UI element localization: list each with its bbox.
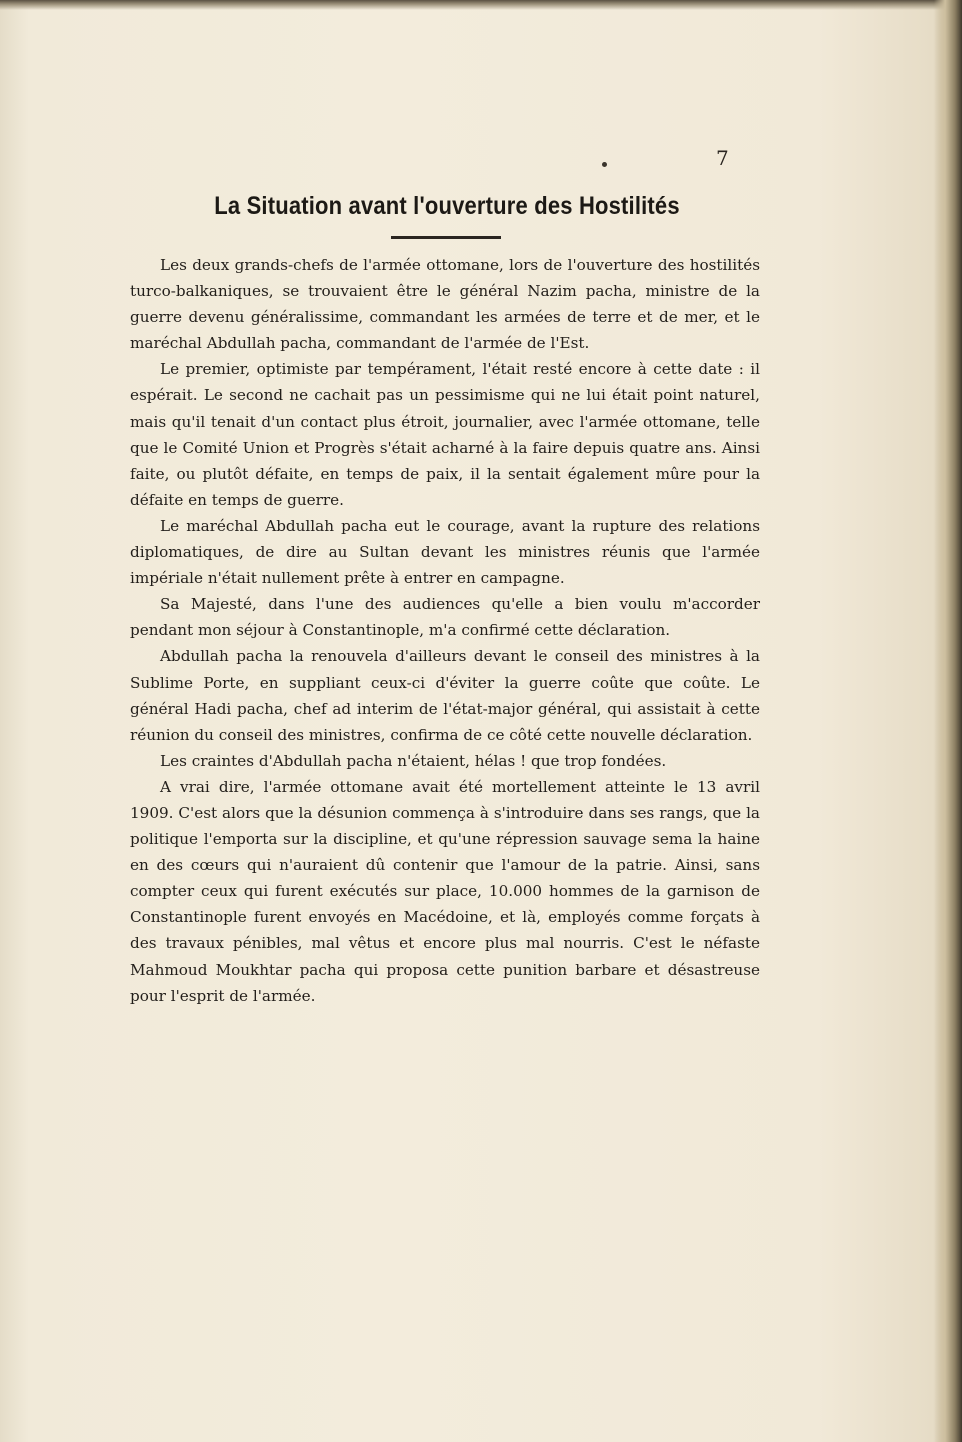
paragraph: Les deux grands-chefs de l'armée ottomane, lors de l'ouverture des hostilités turco-balkaniques, se trouvaient être le général Nazim pacha, ministre de la guerre devenu généralissime, commandant les armées de terre et de mer, et le maréchal Abdullah pacha, commandant de l'armée de l'Est.: [130, 256, 760, 353]
page-number: 7: [716, 146, 729, 170]
body-text: [130, 252, 760, 1009]
paragraph: Le maréchal Abdullah pacha eut le courage, avant la rupture des relations diplomatiques, de dire au Sultan devant les ministres réunis que l'armée impériale n'était nullement prête à entrer en campagne.: [130, 516, 760, 588]
chapter-title: La Situation avant l'ouverture des Hostilités: [214, 192, 680, 220]
book-spine-edge: [934, 0, 962, 1442]
ink-dot: [602, 162, 607, 167]
paragraph: Sa Majesté, dans l'une des audiences qu'elle a bien voulu m'accorder pendant mon séjour à Constantinople, m'a confirmé cette déclaration.: [130, 595, 760, 640]
paragraph: A vrai dire, l'armée ottomane avait été mortellement atteinte le 13 avril 1909. C'est alors que la désunion commença à s'introduire dans ses rangs, que la politique l'emporta sur la discipline, et qu'une répression sauvage sema la haine en des cœurs qui n'auraient dû contenir que l'amour de la patrie. Ainsi, sans compter ceux qui furent exécutés sur place, 10.000 hommes de la garnison de Constantinople furent envoyés en Macédoine, et là, employés comme forçats à des travaux pénibles, mal vêtus et encore plus mal nourris. C'est le néfaste Mahmoud Moukhtar pacha qui proposa cette punition barbare et désastreuse pour l'esprit de l'armée.: [130, 777, 760, 1005]
paragraph: Abdullah pacha la renouvela d'ailleurs devant le conseil des ministres à la Sublime Porte, en suppliant ceux-ci d'éviter la guerre coûte que coûte. Le général Hadi pacha, chef ad interim de l'état-major général, qui assistait à cette réunion du conseil des ministres, confirma de ce côté cette nouvelle déclaration.: [130, 647, 760, 744]
paragraph: Les craintes d'Abdullah pacha n'étaient, hélas ! que trop fondées.: [160, 751, 667, 770]
page-top-edge: [0, 0, 962, 10]
paragraph: Le premier, optimiste par tempérament, l'était resté encore à cette date : il espérait. Le second ne cachait pas un pessimisme qui ne lui était point naturel, mais qu'il tenait d'un contact plus étroit, journalier, avec l'armée ottomane, telle que le Comité Union et Progrès s'était acharné à la faire depuis quatre ans. Ainsi faite, ou plutôt défaite, en temps de paix, il la sentait également mûre pour la défaite en temps de guerre.: [130, 360, 760, 509]
title-underline-rule: [391, 236, 501, 239]
